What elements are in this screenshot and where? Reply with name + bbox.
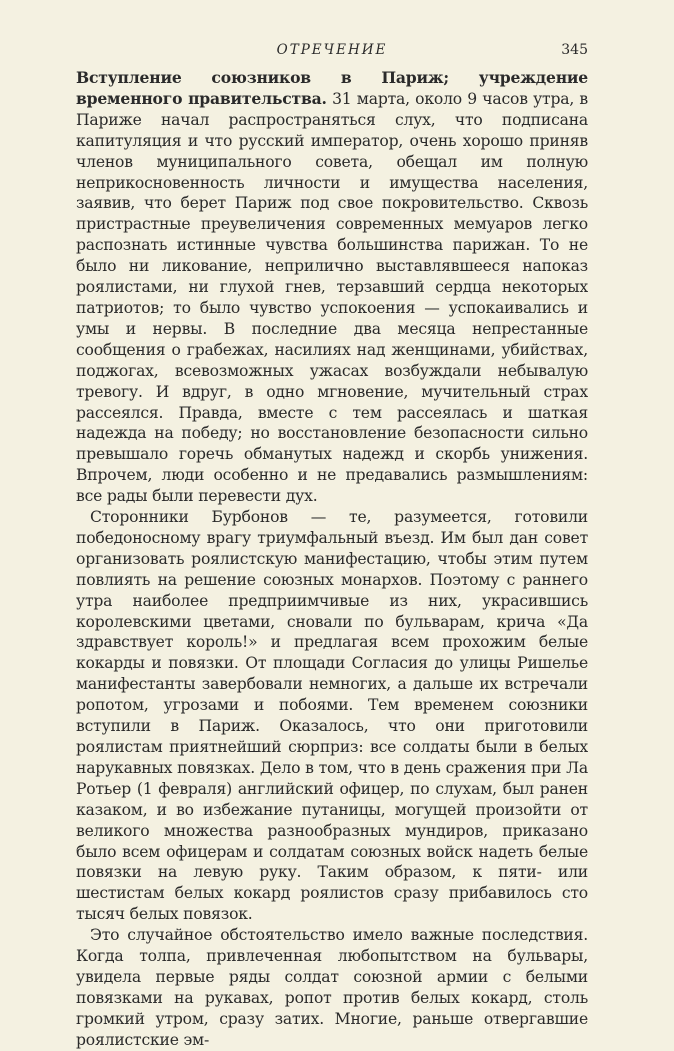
- page-number: 345: [561, 42, 588, 58]
- paragraph-text: Это случайное обстоятельство имело важные последствия. Когда толпа, привлеченная любопытством на бульвары, увидела первые ряды солдат союзной армии с белыми повязками на рукавах, ропот против белых кокард, столь громкий утром, сразу затих. Многие, раньше отвергавшие роялистские эм-: [76, 926, 588, 1049]
- running-title: ОТРЕЧЕНИЕ: [276, 42, 388, 58]
- paragraph-3: [76, 925, 588, 1050]
- paragraph-text: 31 марта, около 9 часов утра, в Париже начал распространяться слух, что подписана капитуляция и что русский император, очень хорошо приняв членов муниципального совета, обещал им полную неприкосновенность личности и имущества населения, заявив, что берет Париж под свое покровительство. Сквозь пристрастные преувеличения современных мемуаров легко распознать истинные чувства большинства парижан. То не было ни ликование, неприлично выставлявшееся напоказ роялистами, ни глухой гнев, терзавший сердца некоторых патриотов; то было чувство успокоения — успокаивались и умы и нервы. В последние два месяца непрестанные сообщения о грабежах, насилиях над женщинами, убийствах, поджогах, всевозможных ужасах возбуждали небывалую тревогу. И вдруг, в одно мгновение, мучительный страх рассеялся. Правда, вместе с тем рассеялась и шаткая надежда на победу; но восстановление безопасности сильно превышало горечь обманутых надежд и скорбь унижения. Впрочем, люди особенно и не предавались размышлениям: все рады были перевести дух.: [76, 89, 588, 506]
- paragraph-2: [76, 507, 588, 925]
- page-header: [76, 42, 588, 68]
- body-text: [76, 68, 588, 1051]
- paragraph-text: Сторонники Бурбонов — те, разумеется, готовили победоносному врагу триумфальный въезд. Им был дан совет организовать роялистскую манифестацию, чтобы этим путем повлиять на решение союзных монархов. Поэтому с раннего утра наиболее предприимчивые из них, украсившись королевскими цветами, сновали по бульварам, крича «Да здравствует король!» и предлагая всем прохожим белые кокарды и повязки. От площади Согласия до улицы Ришелье манифестанты завербовали немногих, а дальше их встречали ропотом, угрозами и побоями. Тем временем союзники вступили в Париж. Оказалось, что они приготовили роялистам приятнейший сюрприз: все солдаты были в белых нарукавных повязках. Дело в том, что в день сражения при Ла Ротьер (1 февраля) английский офицер, по слухам, был ранен казаком, и во избежание путаницы, могущей произойти от великого множества разнообразных мундиров, приказано было всем офицерам и солдатам союзных войск надеть белые повязки на левую руку. Таким образом, к пяти- или шестистам белых кокард роялистов сразу прибавилось сто тысяч белых повязок.: [76, 508, 588, 924]
- paragraph-1: [76, 68, 588, 507]
- book-page: [76, 42, 588, 1051]
- section-lead: Вступление союзников в Париж; учреждение временного правительства.: [76, 68, 588, 108]
